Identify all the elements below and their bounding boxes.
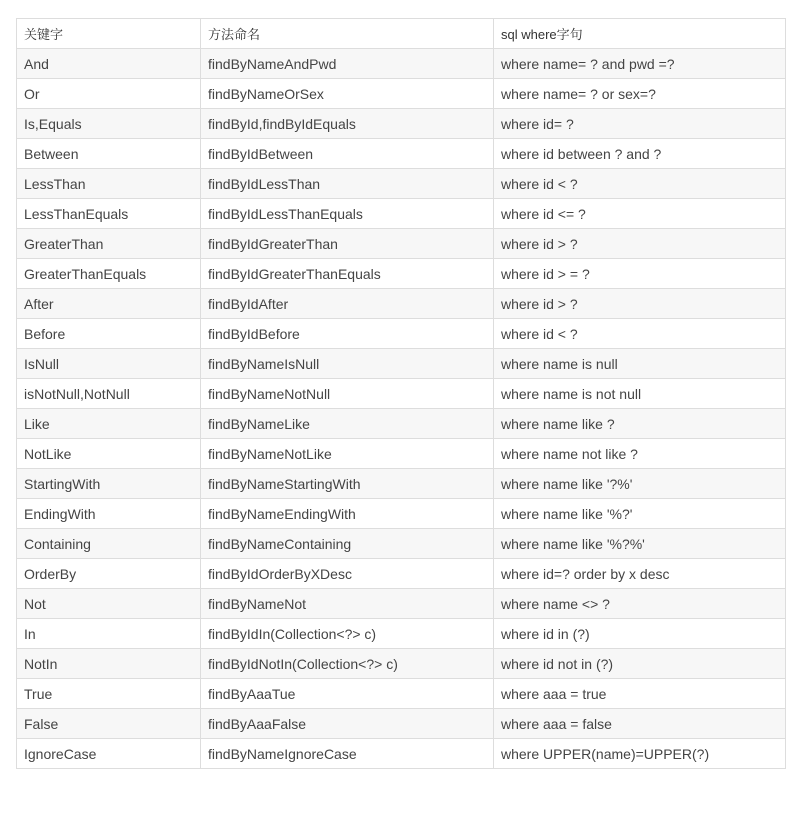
sql-where-cell: where id > ? [494, 229, 786, 259]
sql-where-cell: where aaa = true [494, 679, 786, 709]
sql-where-cell: where id > ? [494, 289, 786, 319]
method-name-cell: findByNameAndPwd [201, 49, 494, 79]
method-name-cell: findByIdBetween [201, 139, 494, 169]
sql-where-cell: where name like '?%' [494, 469, 786, 499]
table-row [17, 139, 786, 169]
keyword-cell: EndingWith [17, 499, 201, 529]
table-header [17, 19, 786, 49]
method-name-cell: findByIdAfter [201, 289, 494, 319]
method-name-cell: findByAaaFalse [201, 709, 494, 739]
sql-where-cell: where id < ? [494, 169, 786, 199]
table-row [17, 349, 786, 379]
method-name-cell: findByNameEndingWith [201, 499, 494, 529]
keyword-cell: IgnoreCase [17, 739, 201, 769]
keyword-cell: StartingWith [17, 469, 201, 499]
method-name-cell: findByIdGreaterThanEquals [201, 259, 494, 289]
sql-where-cell: where name= ? and pwd =? [494, 49, 786, 79]
keyword-cell: Is,Equals [17, 109, 201, 139]
keyword-cell: In [17, 619, 201, 649]
keyword-mapping-table [16, 18, 786, 769]
method-name-cell: findByNameLike [201, 409, 494, 439]
table-row [17, 319, 786, 349]
table-row [17, 649, 786, 679]
keyword-cell: OrderBy [17, 559, 201, 589]
table-row [17, 739, 786, 769]
method-name-cell: findByNameContaining [201, 529, 494, 559]
sql-where-cell: where id < ? [494, 319, 786, 349]
sql-where-cell: where id > = ? [494, 259, 786, 289]
table-body [17, 49, 786, 769]
keyword-cell: Before [17, 319, 201, 349]
sql-where-cell: where name <> ? [494, 589, 786, 619]
table-row [17, 259, 786, 289]
keyword-cell: False [17, 709, 201, 739]
method-name-cell: findByNameNotLike [201, 439, 494, 469]
keyword-cell: Containing [17, 529, 201, 559]
table-row [17, 79, 786, 109]
keyword-cell: NotIn [17, 649, 201, 679]
keyword-cell: LessThanEquals [17, 199, 201, 229]
sql-where-cell: where name is null [494, 349, 786, 379]
method-name-cell: findByNameOrSex [201, 79, 494, 109]
table-row [17, 559, 786, 589]
keyword-cell: isNotNull,NotNull [17, 379, 201, 409]
method-name-cell: findByNameNot [201, 589, 494, 619]
method-name-cell: findByIdIn(Collection<?> c) [201, 619, 494, 649]
sql-where-cell: where aaa = false [494, 709, 786, 739]
method-name-cell: findByIdLessThanEquals [201, 199, 494, 229]
table-row [17, 469, 786, 499]
sql-where-cell: where id between ? and ? [494, 139, 786, 169]
method-name-cell: findByIdLessThan [201, 169, 494, 199]
table-row [17, 229, 786, 259]
table-row [17, 49, 786, 79]
sql-where-cell: where name is not null [494, 379, 786, 409]
header-row [17, 19, 786, 49]
sql-where-cell: where UPPER(name)=UPPER(?) [494, 739, 786, 769]
keyword-cell: And [17, 49, 201, 79]
keyword-cell: Between [17, 139, 201, 169]
table-row [17, 499, 786, 529]
method-name-cell: findByNameNotNull [201, 379, 494, 409]
header-method-name: 方法命名 [201, 19, 494, 49]
keyword-cell: NotLike [17, 439, 201, 469]
sql-where-cell: where id not in (?) [494, 649, 786, 679]
sql-where-cell: where name like '%?%' [494, 529, 786, 559]
sql-where-cell: where name= ? or sex=? [494, 79, 786, 109]
table-row [17, 439, 786, 469]
table-row [17, 619, 786, 649]
keyword-cell: After [17, 289, 201, 319]
keyword-cell: Not [17, 589, 201, 619]
table-row [17, 109, 786, 139]
table-row [17, 409, 786, 439]
keyword-cell: LessThan [17, 169, 201, 199]
sql-where-cell: where name not like ? [494, 439, 786, 469]
keyword-cell: Like [17, 409, 201, 439]
sql-where-cell: where id=? order by x desc [494, 559, 786, 589]
sql-where-cell: where name like '%?' [494, 499, 786, 529]
method-name-cell: findByIdNotIn(Collection<?> c) [201, 649, 494, 679]
sql-where-cell: where name like ? [494, 409, 786, 439]
sql-where-cell: where id= ? [494, 109, 786, 139]
header-keyword: 关键字 [17, 19, 201, 49]
header-sql-where: sql where字句 [494, 19, 786, 49]
keyword-cell: GreaterThan [17, 229, 201, 259]
method-name-cell: findByIdOrderByXDesc [201, 559, 494, 589]
method-name-cell: findByNameIsNull [201, 349, 494, 379]
table-row [17, 709, 786, 739]
method-name-cell: findByIdBefore [201, 319, 494, 349]
keyword-cell: Or [17, 79, 201, 109]
table-row [17, 679, 786, 709]
keyword-cell: GreaterThanEquals [17, 259, 201, 289]
method-name-cell: findByNameIgnoreCase [201, 739, 494, 769]
sql-where-cell: where id in (?) [494, 619, 786, 649]
keyword-cell: IsNull [17, 349, 201, 379]
table-row [17, 199, 786, 229]
table-row [17, 529, 786, 559]
table-row [17, 379, 786, 409]
method-name-cell: findByIdGreaterThan [201, 229, 494, 259]
keyword-cell: True [17, 679, 201, 709]
table-row [17, 289, 786, 319]
method-name-cell: findByNameStartingWith [201, 469, 494, 499]
method-name-cell: findByAaaTue [201, 679, 494, 709]
method-name-cell: findById,findByIdEquals [201, 109, 494, 139]
table-row [17, 589, 786, 619]
sql-where-cell: where id <= ? [494, 199, 786, 229]
table-row [17, 169, 786, 199]
